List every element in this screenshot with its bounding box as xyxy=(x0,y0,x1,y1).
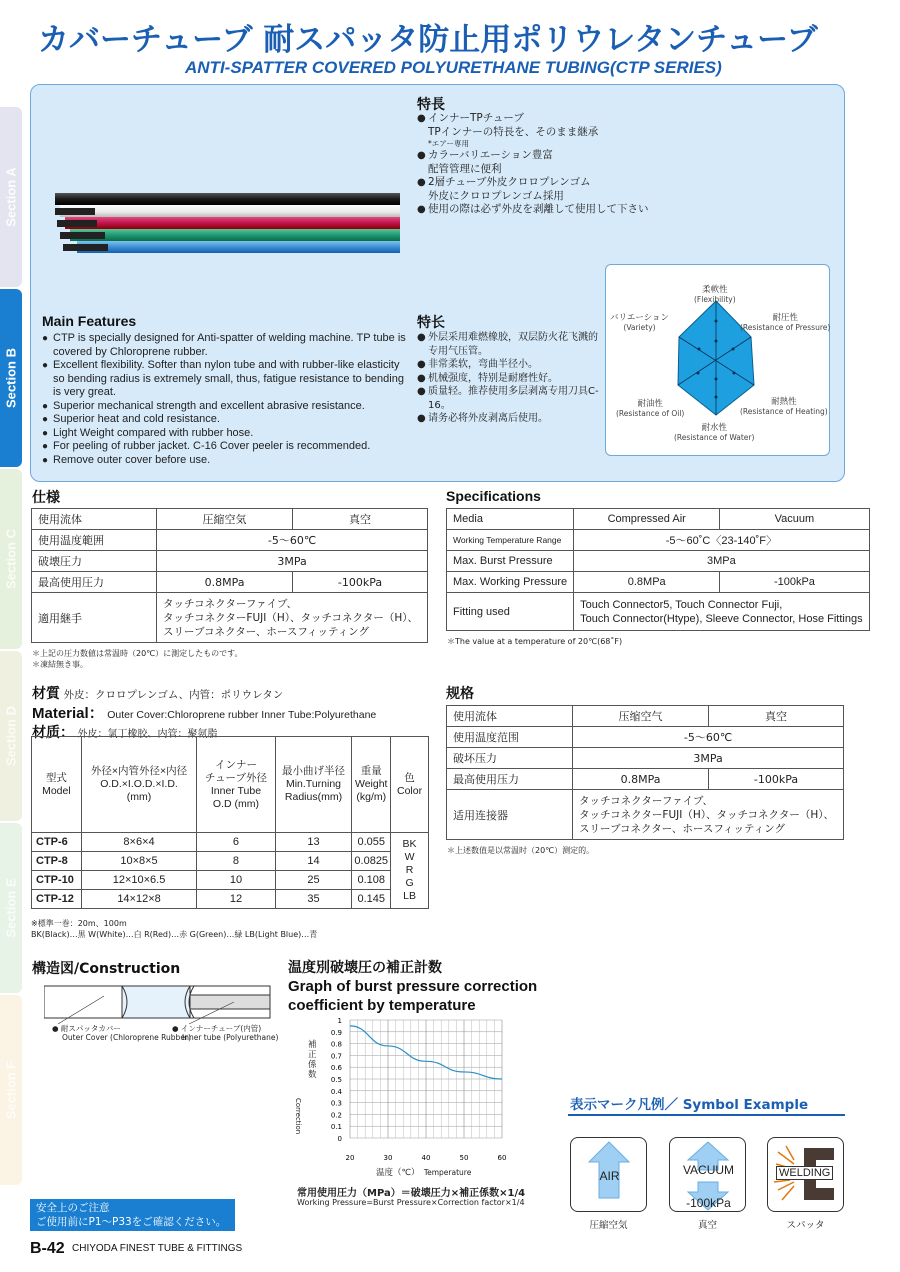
feature-jp-line: ● 使用の際は必ず外皮を剥離して使用して下さい xyxy=(417,203,717,217)
spec-cn-heading: 规格 xyxy=(446,686,474,702)
features-jp-list xyxy=(417,112,717,217)
feature-jp-line: 配管管理に便利 xyxy=(428,162,502,175)
chart-x-ticks xyxy=(346,1154,507,1162)
main-feature-item: ● Excellent flexibility. Softer than nylon tube and with rubber-like elasticity so bending radius is extremely small, thus, fatigue resistance to bending is very great. xyxy=(42,359,407,400)
feature-jp-line: ● カラーバリエーション豊富 xyxy=(417,149,717,163)
y-tick-label: 0.3 xyxy=(330,1099,342,1108)
radar-label-oil: 耐油性 (Resistance of Oil) xyxy=(616,399,685,418)
features-cn-list xyxy=(417,331,599,426)
y-tick-label: 0.9 xyxy=(330,1028,342,1037)
feature-cn-item: ● 质量轻。推荐使用多层剥离专用刀具C-16。 xyxy=(417,385,599,412)
spec-cn-note: ＊上述数值是以常温时（20℃）测定的。 xyxy=(447,846,595,855)
company-name: CHIYODA FINEST TUBE & FITTINGS xyxy=(72,1243,243,1254)
graph-xlabel: 温度（℃） Temperature xyxy=(376,1168,472,1178)
formula-jp: 常用使用圧力（MPa）＝破壊圧力×補正係数×1/4 xyxy=(297,1188,526,1199)
main-feature-item: ● For peeling of rubber jacket. C-16 Cover peeler is recommended. xyxy=(42,440,407,454)
radar-label-heating: 耐熱性 (Resistance of Heating) xyxy=(740,397,828,416)
y-tick-label: 0.4 xyxy=(330,1087,342,1096)
spec-jp-note: ＊上記の圧力数値は常温時（20℃）に測定したものです。 ＊凍結無き事。 xyxy=(32,649,243,669)
tube-photo xyxy=(55,165,400,260)
air-symbol: AIR xyxy=(570,1137,647,1212)
chart-grid xyxy=(350,1020,502,1138)
page-number: B-42 xyxy=(30,1240,65,1257)
feature-cn-item: ● 请务必将外皮剥离后使用。 xyxy=(417,412,599,426)
graph-heading-jp: 温度別破壊圧の補正計数 xyxy=(288,960,442,976)
construction-diagram xyxy=(44,984,272,1024)
features-jp-heading: 特長 xyxy=(417,97,445,113)
table-row: 使用流体 压缩空气 真空 xyxy=(447,706,844,727)
y-tick-label: 0.2 xyxy=(330,1111,342,1120)
features-cn-heading: 特长 xyxy=(417,315,445,331)
symbol-divider xyxy=(568,1114,845,1116)
main-feature-item: ● CTP is specially designed for Anti-spatter of welding machine. TP tube is covered by Chloroprene rubber. xyxy=(42,332,407,359)
table-row: 適用継手 タッチコネクターファイブ、 タッチコネクターFUJI（H）、タッチコネクター（H）、 スリーブコネクター、ホースフィッティング xyxy=(32,593,428,643)
y-tick-label: 0.7 xyxy=(330,1052,342,1061)
graph-ylabel-jp: 補正係数 xyxy=(308,1040,317,1080)
table-row: Max. Burst Pressure 3MPa xyxy=(447,551,870,572)
table-row: 最高使用圧力 0.8MPa -100kPa xyxy=(32,572,428,593)
chart-y-ticks xyxy=(331,1017,343,1143)
spec-jp-heading: 仕様 xyxy=(32,490,60,506)
burst-pressure-chart xyxy=(300,1012,520,1182)
x-tick-label: 30 xyxy=(383,1154,393,1162)
table-row: Media Compressed Air Vacuum xyxy=(447,509,870,530)
table-row: CTP-10 12×10×6.5 10 25 0.108 xyxy=(32,871,429,890)
side-tab-c[interactable]: Section C xyxy=(0,469,22,649)
table-row: 使用流体 圧縮空気 真空 xyxy=(32,509,428,530)
x-tick-label: 60 xyxy=(497,1154,507,1162)
graph-heading-en2: coefficient by temperature xyxy=(288,997,476,1014)
feature-jp-line: ● インナーTPチューブ xyxy=(417,112,717,126)
spec-cn-table xyxy=(446,705,844,840)
spec-en-note: ＊The value at a temperature of 20℃(68˚F) xyxy=(447,637,623,646)
color-cell: BK W R G LB xyxy=(391,833,429,909)
y-tick-label: 0.8 xyxy=(330,1040,342,1049)
main-features-heading: Main Features xyxy=(42,313,137,329)
construction-label-outer: ● 耐スパッタカバー Outer Cover (Chloroprene Rubber) xyxy=(52,1024,191,1042)
y-tick-label: 0.6 xyxy=(330,1064,342,1073)
side-tab-e[interactable]: Section E xyxy=(0,823,22,993)
graph-ylabel-en: Correction xyxy=(294,1098,302,1135)
model-notes: ※標準一巻：20m、100m BK(Black)…黒 W(White)…白 R(Red)…赤 G(Green)…緑 LB(Light Blue)…青 xyxy=(31,919,318,939)
side-tab-a[interactable]: Section A xyxy=(0,107,22,287)
side-tab-b[interactable]: Section B xyxy=(0,289,22,467)
table-row: Working Temperature Range -5～60˚C〈23-140˚F〉 xyxy=(447,530,870,551)
formula-en: Working Pressure=Burst Pressure×Correction factor×1/4 xyxy=(297,1198,525,1207)
table-row: 使用温度範囲 -5～60℃ xyxy=(32,530,428,551)
material-cn: 材质： 外皮：氯丁橡胶、内管：聚氨脂 xyxy=(32,725,218,741)
construction-heading: 構造図/Construction xyxy=(32,961,181,977)
material-en: Material： Outer Cover:Chloroprene rubber Inner Tube:Polyurethane xyxy=(32,705,377,722)
y-tick-label: 1 xyxy=(337,1017,342,1025)
radar-label-variety: バリエーション (Variety) xyxy=(610,313,669,332)
y-tick-label: 0.1 xyxy=(330,1123,342,1132)
model-table xyxy=(31,736,429,909)
feature-jp-line: ● 2層チューブ外皮クロロプレンゴム xyxy=(417,176,717,190)
spec-jp-table xyxy=(31,508,428,643)
table-row: 使用温度范围 -5～60℃ xyxy=(447,727,844,748)
vacuum-symbol: VACUUM -100kPa xyxy=(669,1137,746,1212)
main-feature-item: ● Light Weight compared with rubber hose. xyxy=(42,427,407,441)
main-feature-item: ● Superior mechanical strength and excellent abrasive resistance. xyxy=(42,400,407,414)
table-row: 破坏压力 3MPa xyxy=(447,748,844,769)
table-row: 适用连接器 タッチコネクターファイブ、 タッチコネクターFUJI（H）、タッチコネクター（H）、 スリーブコネクター、ホースフィッティング xyxy=(447,790,844,840)
table-header-row: 型式 Model 外径×内管外径×内径 O.D.×I.O.D.×I.D. (mm) インナー チューブ外径 Inner Tube O.D (mm) 最小曲げ半径 Min.Turning Radius(mm) 重量 Weight (kg/m) 色 Color xyxy=(32,737,429,833)
table-row: CTP-8 10×8×5 8 14 0.0825 xyxy=(32,852,429,871)
radar-chart xyxy=(605,264,830,456)
feature-cn-item: ● 外层采用难燃橡胶，双层防火花飞溅的专用气压管。 xyxy=(417,331,599,358)
feature-jp-line: *エアー専用 xyxy=(428,139,470,148)
table-row: 破壊圧力 3MPa xyxy=(32,551,428,572)
welding-symbol: WELDING xyxy=(767,1137,844,1212)
safety-notice: 安全上のご注意 ご使用前にP1～P33をご確認ください。 xyxy=(30,1199,235,1231)
material-jp: 材質 外皮：クロロプレンゴム、内管：ポリウレタン xyxy=(32,686,284,702)
feature-jp-line: TPインナーの特長を、そのまま継承 xyxy=(428,125,599,138)
side-tab-d[interactable]: Section D xyxy=(0,651,22,821)
symbol-heading: 表示マーク凡例／ Symbol Example xyxy=(570,1097,809,1113)
x-tick-label: 40 xyxy=(421,1154,431,1162)
construction-label-inner: ● インナーチューブ(内管) Inner tube (Polyurethane) xyxy=(172,1024,279,1042)
y-tick-label: 0.5 xyxy=(330,1076,342,1084)
air-caption: 圧縮空気 xyxy=(589,1220,628,1231)
page-subtitle: ANTI-SPATTER COVERED POLYURETHANE TUBING(CTP SERIES) xyxy=(185,58,722,77)
radar-label-flexibility: 柔軟性 (Flexibility) xyxy=(694,285,736,304)
spec-en-heading: Specifications xyxy=(446,488,541,504)
x-tick-label: 50 xyxy=(459,1154,469,1162)
main-feature-item: ● Superior heat and cold resistance. xyxy=(42,413,407,427)
main-feature-item: ● Remove outer cover before use. xyxy=(42,454,407,468)
graph-heading-en1: Graph of burst pressure correction xyxy=(288,978,538,995)
table-row: CTP-6 8×6×4 6 13 0.055 BK W R G LB xyxy=(32,833,429,852)
page-title: カバーチューブ 耐スパッタ防止用ポリウレタンチューブ xyxy=(38,22,818,58)
radar-label-water: 耐水性 (Resistance of Water) xyxy=(674,423,755,442)
radar-label-pressure: 耐圧性 (Resistance of Pressure) xyxy=(740,313,831,332)
side-tab-f[interactable]: Section F xyxy=(0,995,22,1185)
table-row: Fitting used Touch Connector5, Touch Connector Fuji, Touch Connector(Htype), Sleeve Connector, Hose Fittings xyxy=(447,593,870,631)
feature-cn-item: ● 机械强度，特别是耐磨性好。 xyxy=(417,372,599,386)
feature-cn-item: ● 非常柔软，弯曲半径小。 xyxy=(417,358,599,372)
y-tick-label: 0 xyxy=(337,1135,342,1143)
table-row: Max. Working Pressure 0.8MPa -100kPa xyxy=(447,572,870,593)
table-row: CTP-12 14×12×8 12 35 0.145 xyxy=(32,890,429,909)
table-row: 最高使用压力 0.8MPa -100kPa xyxy=(447,769,844,790)
spec-en-table xyxy=(446,508,870,631)
welding-caption: スパッタ xyxy=(786,1220,825,1231)
feature-jp-line: 外皮にクロロプレンゴム採用 xyxy=(428,189,564,202)
main-features-list xyxy=(42,332,407,467)
vacuum-caption: 真空 xyxy=(697,1220,717,1231)
x-tick-label: 20 xyxy=(345,1154,355,1162)
